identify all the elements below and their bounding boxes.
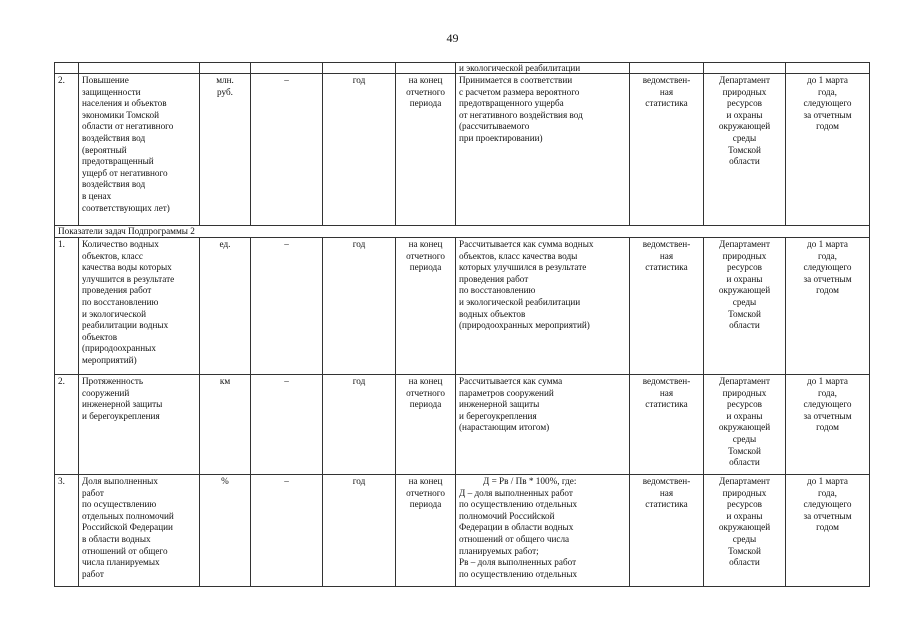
row-number: 2.: [55, 375, 79, 475]
period-cell: год: [323, 375, 396, 475]
indicator-name: Повышение защищенности населения и объектов экономики Томской области от негативного воздействия вод (вероятный предотвращенный ущерб от негативного воздействия вод в ценах соответствующих лет): [79, 74, 200, 226]
method-cell: Рассчитывается как сумма параметров сооружений инженерной защиты и берегоукрепления (нарастающим итогом): [456, 375, 630, 475]
indicator-name: Доля выполненных работ по осуществлению отдельных полномочий Российской Федерации в области водных отношений от общего числа планируемых работ: [79, 475, 200, 587]
method-cell: и экологической реабилитации: [456, 63, 630, 74]
section-row: [55, 226, 870, 238]
source-cell: ведомствен- ная статистика: [630, 375, 704, 475]
date-cell: на конец отчетного периода: [396, 74, 456, 226]
row-number: 2.: [55, 74, 79, 226]
method-cell: Принимается в соответствии с расчетом размера вероятного предотвращенного ущерба от негативного воздействия вод (рассчитываемого при проектировании): [456, 74, 630, 226]
continuation-row: [55, 63, 870, 74]
date-cell: на конец отчетного периода: [396, 375, 456, 475]
cell-empty: [200, 63, 251, 74]
dash-cell: –: [251, 475, 323, 587]
method-cell: [456, 475, 630, 587]
method-text: Д – доля выполненных работ по осуществлению отдельных полномочий Российской Федерации в области водных отношений от общего числа планируемых работ; Рв – доля выполненных работ по осуществлению отдельных: [459, 487, 578, 579]
cell-empty: [396, 63, 456, 74]
deadline-cell: до 1 марта года, следующего за отчетным годом: [786, 475, 870, 587]
responsible-cell: Департамент природных ресурсов и охраны окружающей среды Томской области: [704, 475, 786, 587]
source-cell: ведомствен- ная статистика: [630, 74, 704, 226]
row-number: 1.: [55, 238, 79, 375]
deadline-cell: до 1 марта года, следующего за отчетным годом: [786, 375, 870, 475]
unit-cell: млн. руб.: [200, 74, 251, 226]
date-cell: на конец отчетного периода: [396, 475, 456, 587]
table-row: [55, 475, 870, 587]
deadline-cell: до 1 марта года, следующего за отчетным годом: [786, 74, 870, 226]
table-row: [55, 375, 870, 475]
page-number: 49: [446, 31, 459, 45]
method-cell: Рассчитывается как сумма водных объектов, класс качества воды которых улучшился в результате проведения работ по восстановлению и экологической реабилитации водных объектов (природоохранных мероприятий): [456, 238, 630, 375]
responsible-cell: Департамент природных ресурсов и охраны окружающей среды Томской области: [704, 74, 786, 226]
cell-empty: [323, 63, 396, 74]
table-row: [55, 238, 870, 375]
responsible-cell: Департамент природных ресурсов и охраны окружающей среды Томской области: [704, 375, 786, 475]
date-cell: на конец отчетного периода: [396, 238, 456, 375]
period-cell: год: [323, 475, 396, 587]
cell-empty: [704, 63, 786, 74]
section-title: Показатели задач Подпрограммы 2: [55, 226, 870, 238]
period-cell: год: [323, 74, 396, 226]
unit-cell: ед.: [200, 238, 251, 375]
dash-cell: –: [251, 74, 323, 226]
dash-cell: –: [251, 238, 323, 375]
deadline-cell: до 1 марта года, следующего за отчетным годом: [786, 238, 870, 375]
source-cell: ведомствен- ная статистика: [630, 238, 704, 375]
table-row: [55, 74, 870, 226]
cell-empty: [79, 63, 200, 74]
cell-empty: [55, 63, 79, 74]
unit-cell: %: [200, 475, 251, 587]
row-number: 3.: [55, 475, 79, 587]
indicator-name: Протяженность сооружений инженерной защиты и берегоукрепления: [79, 375, 200, 475]
cell-empty: [630, 63, 704, 74]
cell-empty: [251, 63, 323, 74]
source-cell: ведомствен- ная статистика: [630, 475, 704, 587]
formula-text: Д = Рв / Пв * 100%, где:: [483, 476, 577, 486]
period-cell: год: [323, 238, 396, 375]
cell-empty: [786, 63, 870, 74]
indicator-name: Количество водных объектов, класс качества воды которых улучшится в результате проведения работ по восстановлению и экологической реабилитации водных объектов (природоохранных мероприятий): [79, 238, 200, 375]
unit-cell: км: [200, 375, 251, 475]
dash-cell: –: [251, 375, 323, 475]
indicators-table: [54, 62, 870, 587]
responsible-cell: Департамент природных ресурсов и охраны окружающей среды Томской области: [704, 238, 786, 375]
